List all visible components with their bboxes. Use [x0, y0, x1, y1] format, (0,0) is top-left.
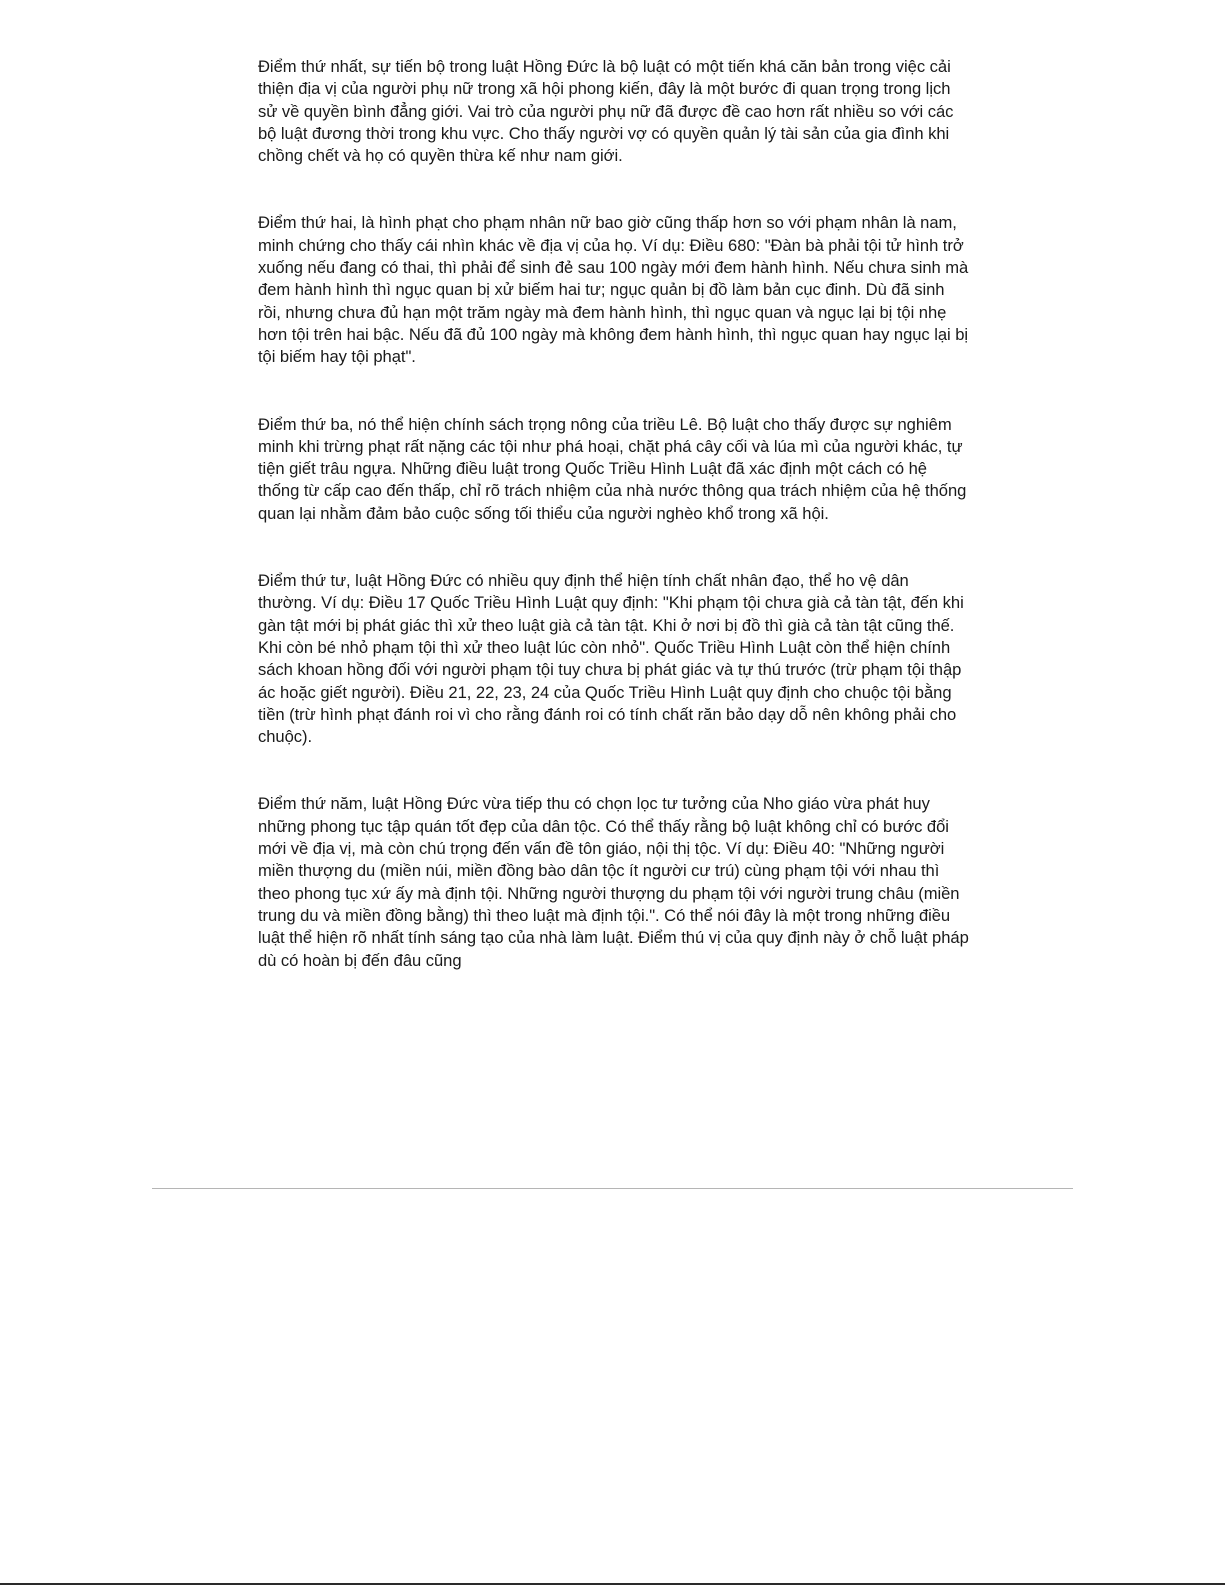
- document-body: [258, 56, 970, 972]
- paragraph-fifth-point: Điểm thứ năm, luật Hồng Đức vừa tiếp thu có chọn lọc tư tưởng của Nho giáo vừa phát huy những phong tục tập quán tốt đẹp của dân tộc. Có thể thấy rằng bộ luật không chỉ có bước đổi mới về địa vị, mà còn chú trọng đến vấn đề tôn giáo, nội thị tộc. Ví dụ: Điều 40: "Những người miền thượng du (miền núi, miền đồng bào dân tộc ít người cư trú) cùng phạm tội với nhau thì theo phong tục xứ ấy mà định tội. Những người thượng du phạm tội với người trung châu (miền trung du và miền đồng bằng) thì theo luật mà định tội.". Có thể nói đây là một trong những điều luật thể hiện rõ nhất tính sáng tạo của nhà làm luật. Điểm thú vị của quy định này ở chỗ luật pháp dù có hoàn bị đến đâu cũng: [258, 794, 969, 970]
- paragraph-third-point: Điểm thứ ba, nó thể hiện chính sách trọng nông của triều Lê. Bộ luật cho thấy được sự nghiêm minh khi trừng phạt rất nặng các tội như phá hoại, chặt phá cây cối và lúa mì của người khác, tự tiện giết trâu ngựa. Những điều luật trong Quốc Triều Hình Luật đã xác định một cách có hệ thống từ cấp cao đến thấp, chỉ rõ trách nhiệm của nhà nước thông qua trách nhiệm của hệ thống quan lại nhằm đảm bảo cuộc sống tối thiểu của người nghèo khổ trong xã hội.: [258, 414, 967, 523]
- paragraph-first-point: Điểm thứ nhất, sự tiến bộ trong luật Hồng Đức là bộ luật có một tiến khá căn bản trong việc cải thiện địa vị của người phụ nữ trong xã hội phong kiến, đây là một bước đi quan trọng trong lịch sử về quyền bình đẳng giới. Vai trò của người phụ nữ đã được đề cao hơn rất nhiều so với các bộ luật đương thời trong khu vực. Cho thấy người vợ có quyền quản lý tài sản của gia đình khi chồng chết và họ có quyền thừa kế như nam giới.: [258, 57, 954, 166]
- paragraph-second-point: Điểm thứ hai, là hình phạt cho phạm nhân nữ bao giờ cũng thấp hơn so với phạm nhân là nam, minh chứng cho thấy cái nhìn khác về địa vị của họ. Ví dụ: Điều 680: "Đàn bà phải tội tử hình trở xuống nếu đang có thai, thì phải để sinh đẻ sau 100 ngày mới đem hành hình. Nếu chưa sinh mà đem hành hình thì ngục quan bị xử biếm hai tư; ngục quản bị đồ làm bản cục đinh. Dù đã sinh rồi, nhưng chưa đủ hạn một trăm ngày mà đem hành hình, thì ngục quan và ngục lại bị tội nhẹ hơn tội trên hai bậc. Nếu đã đủ 100 ngày mà không đem hành hình, thì ngục quan hay ngục lại bị tội biếm hay tội phạt".: [258, 213, 969, 367]
- page-divider: [152, 1188, 1073, 1189]
- paragraph-fourth-point: Điểm thứ tư, luật Hồng Đức có nhiều quy định thể hiện tính chất nhân đạo, thể ho vệ dân thường. Ví dụ: Điều 17 Quốc Triều Hình Luật quy định: "Khi phạm tội chưa già cả tàn tật, đến khi gàn tật mới bị phát giác thì xử theo luật già cả tàn tật. Khi ở nơi bị đồ thì già cả tàn tật cũng thế. Khi còn bé nhỏ phạm tội thì xử theo luật lúc còn nhỏ". Quốc Triều Hình Luật còn thể hiện chính sách khoan hồng đối với người phạm tội tuy chưa bị phát giác và tự thú trước (trừ phạm tội thập ác hoặc giết người). Điều 21, 22, 23, 24 của Quốc Triều Hình Luật quy định cho chuộc tội bằng tiền (trừ hình phạt đánh roi vì cho rằng đánh roi có tính chất răn bảo dạy dỗ nên không phải cho chuộc).: [258, 571, 964, 747]
